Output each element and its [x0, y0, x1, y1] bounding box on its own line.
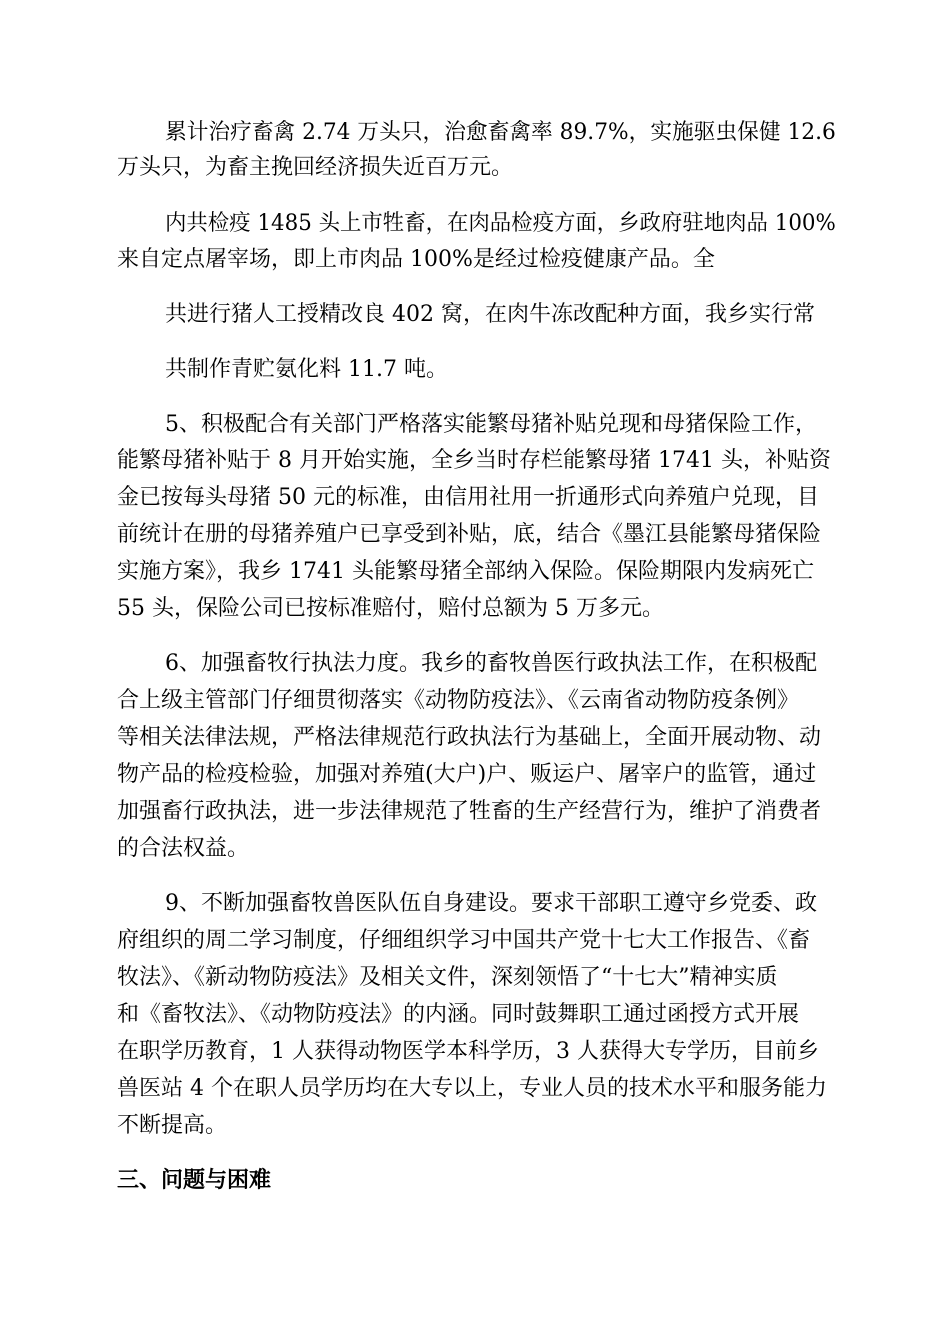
paragraph-6-line-2: 合上级主管部门仔细贯彻落实《动物防疫法》、《云南省动物防疫条例》 [117, 688, 800, 713]
paragraph-7-line-3: 牧法》、《新动物防疫法》及相关文件，深刻领悟了“十七大”精神实质 [117, 965, 778, 990]
paragraph-6-line-1: 6、加强畜牧行执法力度。我乡的畜牧兽医行政执法工作，在积极配 [165, 651, 817, 676]
paragraph-5-line-4: 前统计在册的母猪养殖户已享受到补贴，底，结合《墨江县能繁母猪保险 [117, 522, 822, 547]
paragraph-5-line-5: 实施方案》，我乡 1741 头能繁母猪全部纳入保险。保险期限内发病死亡 [117, 559, 814, 584]
paragraph-7-line-4: 和《畜牧法》、《动物防疫法》的内涵。同时鼓舞职工通过函授方式开展 [117, 1002, 800, 1027]
paragraph-7-line-6: 兽医站 4 个在职人员学历均在大专以上，专业人员的技术水平和服务能力 [117, 1076, 827, 1101]
paragraph-1-line-1: 累计治疗畜禽 2.74 万头只，治愈畜禽率 89.7%，实施驱虫保健 12.6 [165, 120, 836, 145]
paragraph-5-line-1: 5、积极配合有关部门严格落实能繁母猪补贴兑现和母猪保险工作， [165, 412, 817, 437]
paragraph-2-line-1: 内共检疫 1485 头上市牲畜，在肉品检疫方面，乡政府驻地肉品 100% [165, 211, 836, 236]
paragraph-5-line-3: 金已按每头母猪 50 元的标准，由信用社用一折通形式向养殖户兑现，目 [117, 485, 819, 510]
paragraph-5-line-6: 55 头，保险公司已按标准赔付，赔付总额为 5 万多元。 [117, 596, 664, 621]
paragraph-5-line-2: 能繁母猪补贴于 8 月开始实施，全乡当时存栏能繁母猪 1741 头，补贴资 [117, 448, 831, 473]
section-heading: 三、问题与困难 [117, 1168, 272, 1193]
paragraph-7-line-2: 府组织的周二学习制度，仔细组织学习中国共产党十七大工作报告、《畜 [117, 928, 811, 953]
paragraph-7-line-7: 不断提高。 [117, 1113, 228, 1138]
paragraph-3-line-1: 共进行猪人工授精改良 402 窝，在肉牛冻改配种方面，我乡实行常 [165, 302, 815, 327]
paragraph-4-line-1: 共制作青贮氨化料 11.7 吨。 [165, 357, 448, 382]
paragraph-6-line-6: 的合法权益。 [117, 836, 250, 861]
paragraph-1-line-2: 万头只，为畜主挽回经济损失近百万元。 [117, 155, 514, 180]
paragraph-6-line-3: 等相关法律法规，严格法律规范行政执法行为基础上，全面开展动物、动 [117, 725, 822, 750]
paragraph-2-line-2: 来自定点屠宰场，即上市肉品 100%是经过检疫健康产品。全 [117, 247, 715, 272]
paragraph-6-line-5: 加强畜行政执法，进一步法律规范了牲畜的生产经营行为，维护了消费者 [117, 799, 822, 824]
paragraph-7-line-5: 在职学历教育，1 人获得动物医学本科学历，3 人获得大专学历，目前乡 [117, 1039, 819, 1064]
paragraph-6-line-4: 物产品的检疫检验，加强对养殖(大户)户、贩运户、屠宰户的监管，通过 [117, 762, 817, 787]
paragraph-7-line-1: 9、不断加强畜牧兽医队伍自身建设。要求干部职工遵守乡党委、政 [165, 891, 817, 916]
